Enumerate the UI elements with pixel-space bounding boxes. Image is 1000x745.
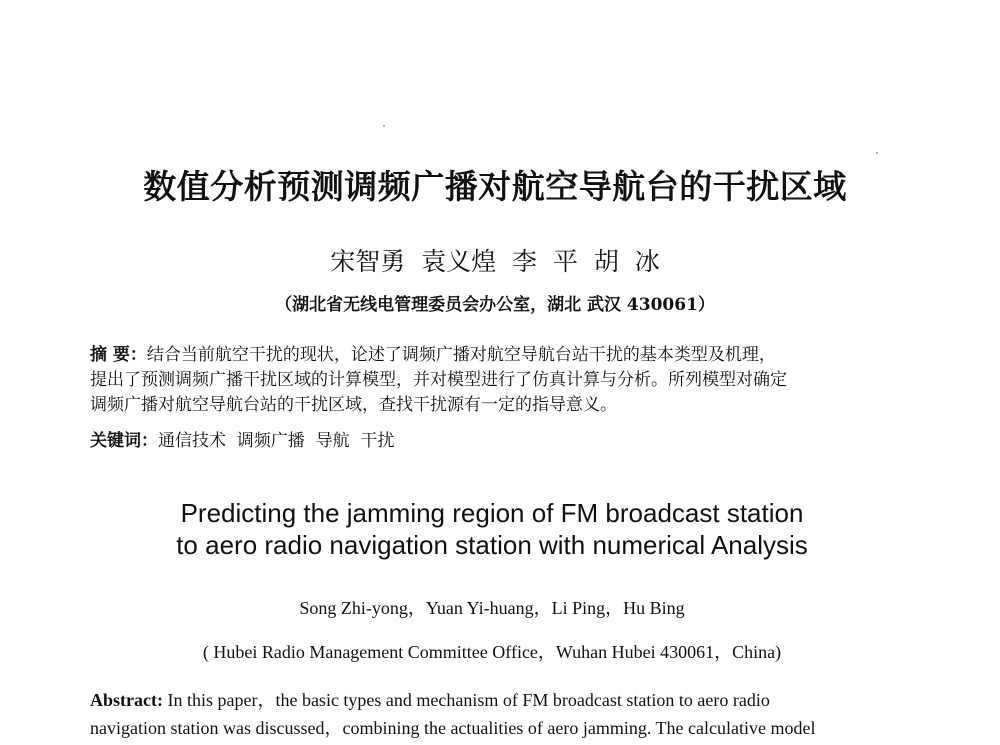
chinese-abstract: [90, 343, 905, 418]
chinese-keywords-label: 关键词：: [90, 431, 158, 451]
chinese-authors: 宋智勇 袁义煌 李 平 胡 冰: [330, 247, 660, 276]
english-abstract-text: In this paper，the basic types and mechanism of FM broadcast station to aero radio: [162, 690, 770, 710]
chinese-abstract-line: 调频广播对航空导航台站的干扰区域，查找干扰源有一定的指导意义。: [90, 395, 617, 415]
scan-speck: [876, 152, 878, 154]
english-affiliation: ( Hubei Radio Management Committee Office，Wuhan Hubei 430061，China): [202, 642, 782, 662]
chinese-abstract-label: 摘 要：: [90, 345, 147, 365]
scan-speck: [383, 125, 385, 127]
chinese-affiliation: （湖北省无线电管理委员会办公室，湖北 武汉 430061）: [275, 295, 715, 315]
chinese-keywords-text: 通信技术 调频广播 导航 干扰: [158, 431, 395, 451]
english-abstract: [90, 686, 905, 742]
english-title-line: Predicting the jamming region of FM broadcast station: [180, 498, 804, 528]
chinese-abstract-text: 结合当前航空干扰的现状，论述了调频广播对航空导航台站干扰的基本类型及机理，: [146, 345, 776, 365]
english-abstract-line: navigation station was discussed，combining the actualities of aero jamming. The calculative model: [90, 718, 816, 738]
english-abstract-line: [90, 686, 905, 714]
chinese-abstract-line: 提出了预测调频广播干扰区域的计算模型，并对模型进行了仿真计算与分析。所列模型对确定: [90, 370, 787, 390]
chinese-title: 数值分析预测调频广播对航空导航台的干扰区域: [143, 167, 847, 206]
english-title: [0, 497, 984, 561]
english-title-line: to aero radio navigation station with numerical Analysis: [176, 530, 808, 560]
english-authors: Song Zhi-yong，Yuan Yi-huang，Li Ping，Hu Bing: [299, 598, 685, 618]
chinese-abstract-line: [90, 343, 905, 368]
english-abstract-label: Abstract:: [90, 690, 163, 710]
chinese-keywords: [90, 429, 905, 454]
